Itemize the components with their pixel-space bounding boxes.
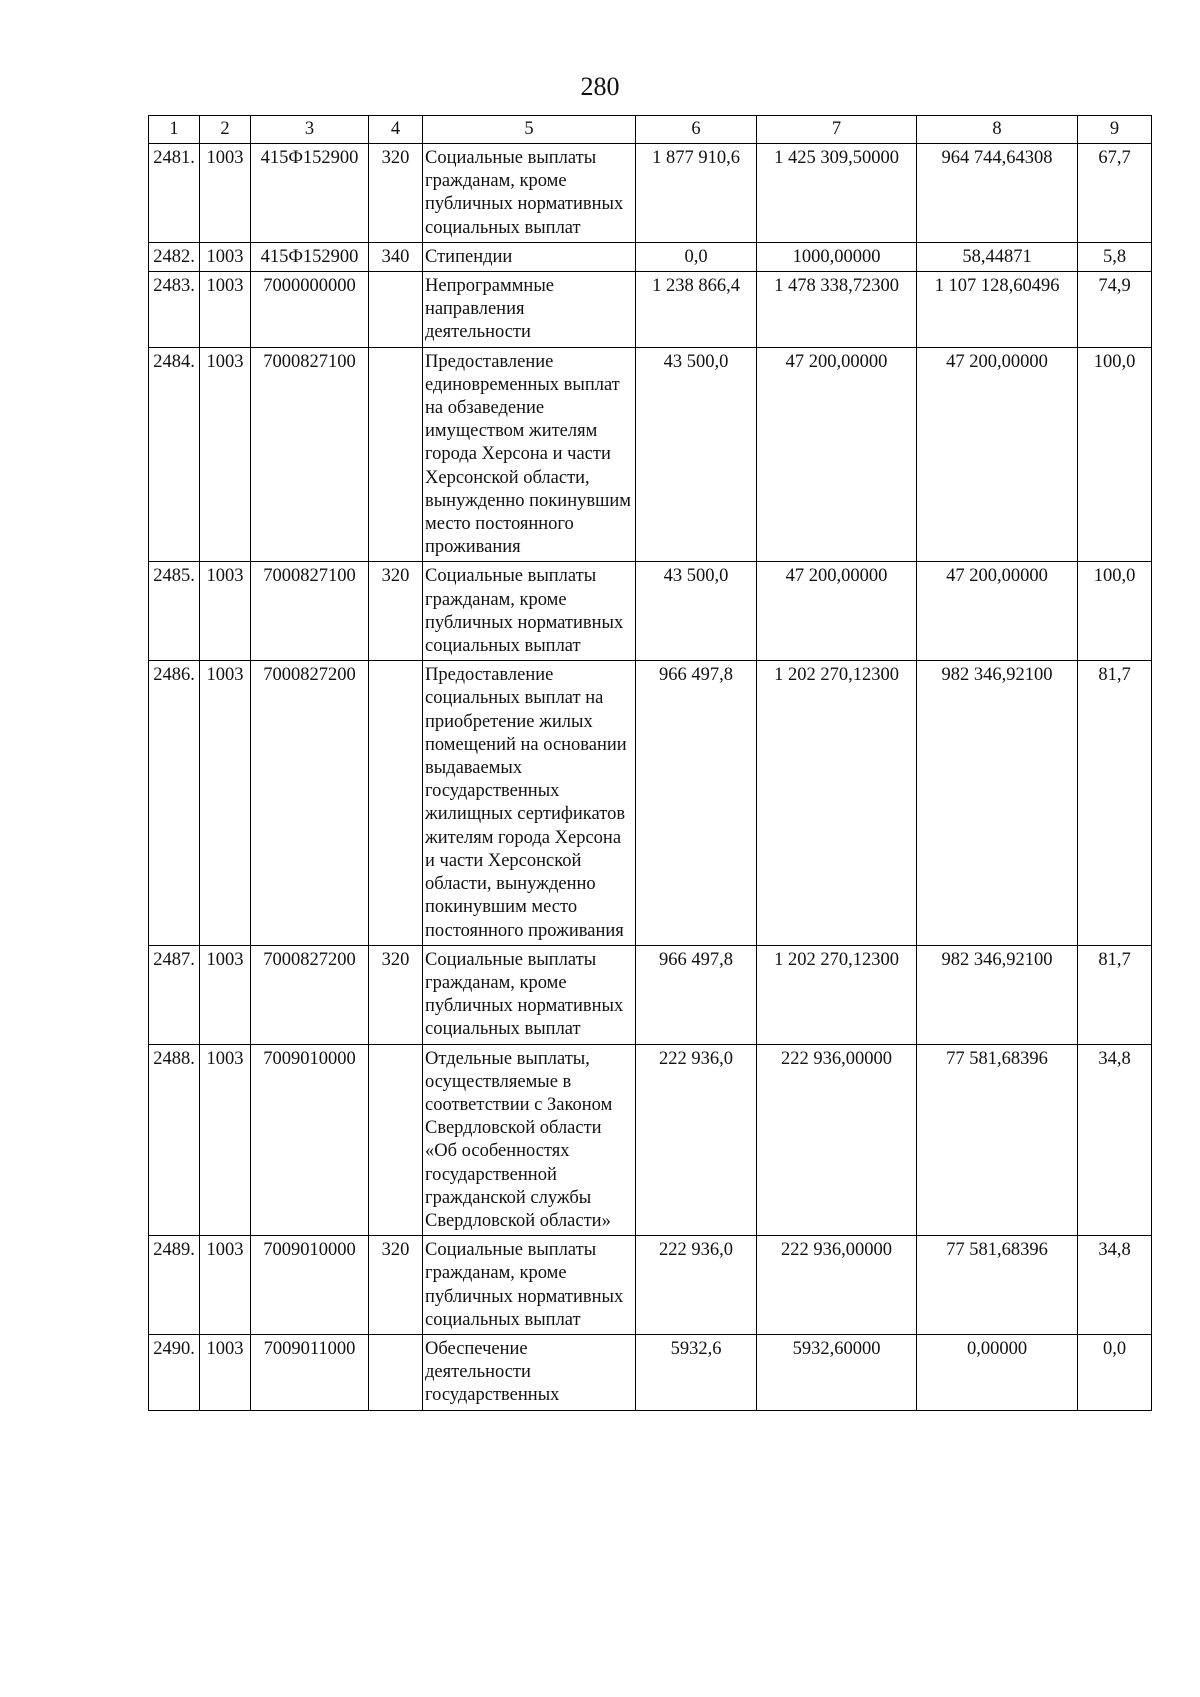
section-code-cell: 1003: [200, 347, 251, 562]
column-header: 1: [149, 116, 200, 144]
table-row: [149, 1236, 1152, 1335]
percent-cell: 5,8: [1078, 242, 1152, 271]
amount-col6-cell: 222 936,0: [636, 1044, 757, 1236]
amount-col8-cell: 0,00000: [917, 1334, 1078, 1410]
table-row: [149, 347, 1152, 562]
amount-col8-cell: 1 107 128,60496: [917, 272, 1078, 348]
target-article-cell: 7009011000: [251, 1334, 369, 1410]
column-header: 3: [251, 116, 369, 144]
amount-col6-cell: 43 500,0: [636, 347, 757, 562]
column-header: 5: [423, 116, 636, 144]
target-article-cell: 7009010000: [251, 1044, 369, 1236]
amount-col6-cell: 966 497,8: [636, 945, 757, 1044]
amount-col6-cell: 1 238 866,4: [636, 272, 757, 348]
row-number-cell: 2486.: [149, 661, 200, 945]
description-cell: Социальные выплаты гражданам, кроме публичных нормативных социальных выплат: [423, 1236, 636, 1335]
amount-col6-cell: 966 497,8: [636, 661, 757, 945]
description-cell: Предоставление социальных выплат на приобретение жилых помещений на основании выдаваемых государственных жилищных сертификатов жителям города Херсона и части Херсонской области, вынужденно покинувшим место постоянного проживания: [423, 661, 636, 945]
amount-col7-cell: 1 202 270,12300: [757, 945, 917, 1044]
percent-cell: 74,9: [1078, 272, 1152, 348]
expense-type-cell: [369, 347, 423, 562]
amount-col8-cell: 58,44871: [917, 242, 1078, 271]
table-row: [149, 945, 1152, 1044]
percent-cell: 67,7: [1078, 144, 1152, 243]
amount-col7-cell: 47 200,00000: [757, 347, 917, 562]
amount-col7-cell: 1 478 338,72300: [757, 272, 917, 348]
amount-col7-cell: 5932,60000: [757, 1334, 917, 1410]
column-header: 9: [1078, 116, 1152, 144]
table-row: [149, 661, 1152, 945]
section-code-cell: 1003: [200, 661, 251, 945]
section-code-cell: 1003: [200, 1236, 251, 1335]
target-article-cell: 7000827100: [251, 562, 369, 661]
description-cell: Отдельные выплаты, осуществляемые в соответствии с Законом Свердловской области «Об особенностях государственной гражданской службы Свердловской области»: [423, 1044, 636, 1236]
percent-cell: 34,8: [1078, 1044, 1152, 1236]
row-number-cell: 2483.: [149, 272, 200, 348]
amount-col8-cell: 982 346,92100: [917, 661, 1078, 945]
target-article-cell: 7000827100: [251, 347, 369, 562]
amount-col8-cell: 77 581,68396: [917, 1044, 1078, 1236]
target-article-cell: 415Ф152900: [251, 242, 369, 271]
expense-type-cell: 320: [369, 144, 423, 243]
amount-col8-cell: 77 581,68396: [917, 1236, 1078, 1335]
description-cell: Социальные выплаты гражданам, кроме публичных нормативных социальных выплат: [423, 144, 636, 243]
row-number-cell: 2488.: [149, 1044, 200, 1236]
column-header: 7: [757, 116, 917, 144]
row-number-cell: 2484.: [149, 347, 200, 562]
row-number-cell: 2485.: [149, 562, 200, 661]
amount-col6-cell: 5932,6: [636, 1334, 757, 1410]
column-header: 8: [917, 116, 1078, 144]
percent-cell: 0,0: [1078, 1334, 1152, 1410]
amount-col6-cell: 1 877 910,6: [636, 144, 757, 243]
table-row: [149, 1334, 1152, 1410]
expense-type-cell: [369, 1334, 423, 1410]
description-cell: Обеспечение деятельности государственных: [423, 1334, 636, 1410]
table-row: [149, 272, 1152, 348]
description-cell: Стипендии: [423, 242, 636, 271]
column-header: 4: [369, 116, 423, 144]
budget-table: [148, 115, 1152, 1411]
target-article-cell: 415Ф152900: [251, 144, 369, 243]
description-cell: Предоставление единовременных выплат на обзаведение имуществом жителям города Херсона и части Херсонской области, вынужденно покинувшим место постоянного проживания: [423, 347, 636, 562]
amount-col6-cell: 222 936,0: [636, 1236, 757, 1335]
expense-type-cell: 340: [369, 242, 423, 271]
amount-col8-cell: 964 744,64308: [917, 144, 1078, 243]
percent-cell: 100,0: [1078, 347, 1152, 562]
amount-col8-cell: 47 200,00000: [917, 347, 1078, 562]
row-number-cell: 2490.: [149, 1334, 200, 1410]
amount-col7-cell: 1000,00000: [757, 242, 917, 271]
percent-cell: 34,8: [1078, 1236, 1152, 1335]
amount-col7-cell: 1 202 270,12300: [757, 661, 917, 945]
expense-type-cell: 320: [369, 1236, 423, 1335]
amount-col8-cell: 47 200,00000: [917, 562, 1078, 661]
section-code-cell: 1003: [200, 242, 251, 271]
table-row: [149, 242, 1152, 271]
row-number-cell: 2482.: [149, 242, 200, 271]
page-number: 280: [580, 72, 620, 101]
row-number-cell: 2481.: [149, 144, 200, 243]
section-code-cell: 1003: [200, 945, 251, 1044]
percent-cell: 81,7: [1078, 661, 1152, 945]
amount-col8-cell: 982 346,92100: [917, 945, 1078, 1044]
table-row: [149, 562, 1152, 661]
amount-col7-cell: 222 936,00000: [757, 1236, 917, 1335]
target-article-cell: 7009010000: [251, 1236, 369, 1335]
target-article-cell: 7000000000: [251, 272, 369, 348]
description-cell: Социальные выплаты гражданам, кроме публичных нормативных социальных выплат: [423, 945, 636, 1044]
expense-type-cell: [369, 661, 423, 945]
description-cell: Непрограммные направления деятельности: [423, 272, 636, 348]
target-article-cell: 7000827200: [251, 945, 369, 1044]
column-number-header: [149, 116, 1152, 144]
row-number-cell: 2487.: [149, 945, 200, 1044]
amount-col6-cell: 0,0: [636, 242, 757, 271]
percent-cell: 81,7: [1078, 945, 1152, 1044]
column-header: 2: [200, 116, 251, 144]
target-article-cell: 7000827200: [251, 661, 369, 945]
section-code-cell: 1003: [200, 562, 251, 661]
percent-cell: 100,0: [1078, 562, 1152, 661]
section-code-cell: 1003: [200, 272, 251, 348]
expense-type-cell: 320: [369, 562, 423, 661]
row-number-cell: 2489.: [149, 1236, 200, 1335]
amount-col6-cell: 43 500,0: [636, 562, 757, 661]
expense-type-cell: [369, 272, 423, 348]
section-code-cell: 1003: [200, 1334, 251, 1410]
amount-col7-cell: 222 936,00000: [757, 1044, 917, 1236]
description-cell: Социальные выплаты гражданам, кроме публичных нормативных социальных выплат: [423, 562, 636, 661]
amount-col7-cell: 47 200,00000: [757, 562, 917, 661]
expense-type-cell: 320: [369, 945, 423, 1044]
amount-col7-cell: 1 425 309,50000: [757, 144, 917, 243]
table-row: [149, 144, 1152, 243]
column-header: 6: [636, 116, 757, 144]
expense-type-cell: [369, 1044, 423, 1236]
table-row: [149, 1044, 1152, 1236]
section-code-cell: 1003: [200, 144, 251, 243]
section-code-cell: 1003: [200, 1044, 251, 1236]
